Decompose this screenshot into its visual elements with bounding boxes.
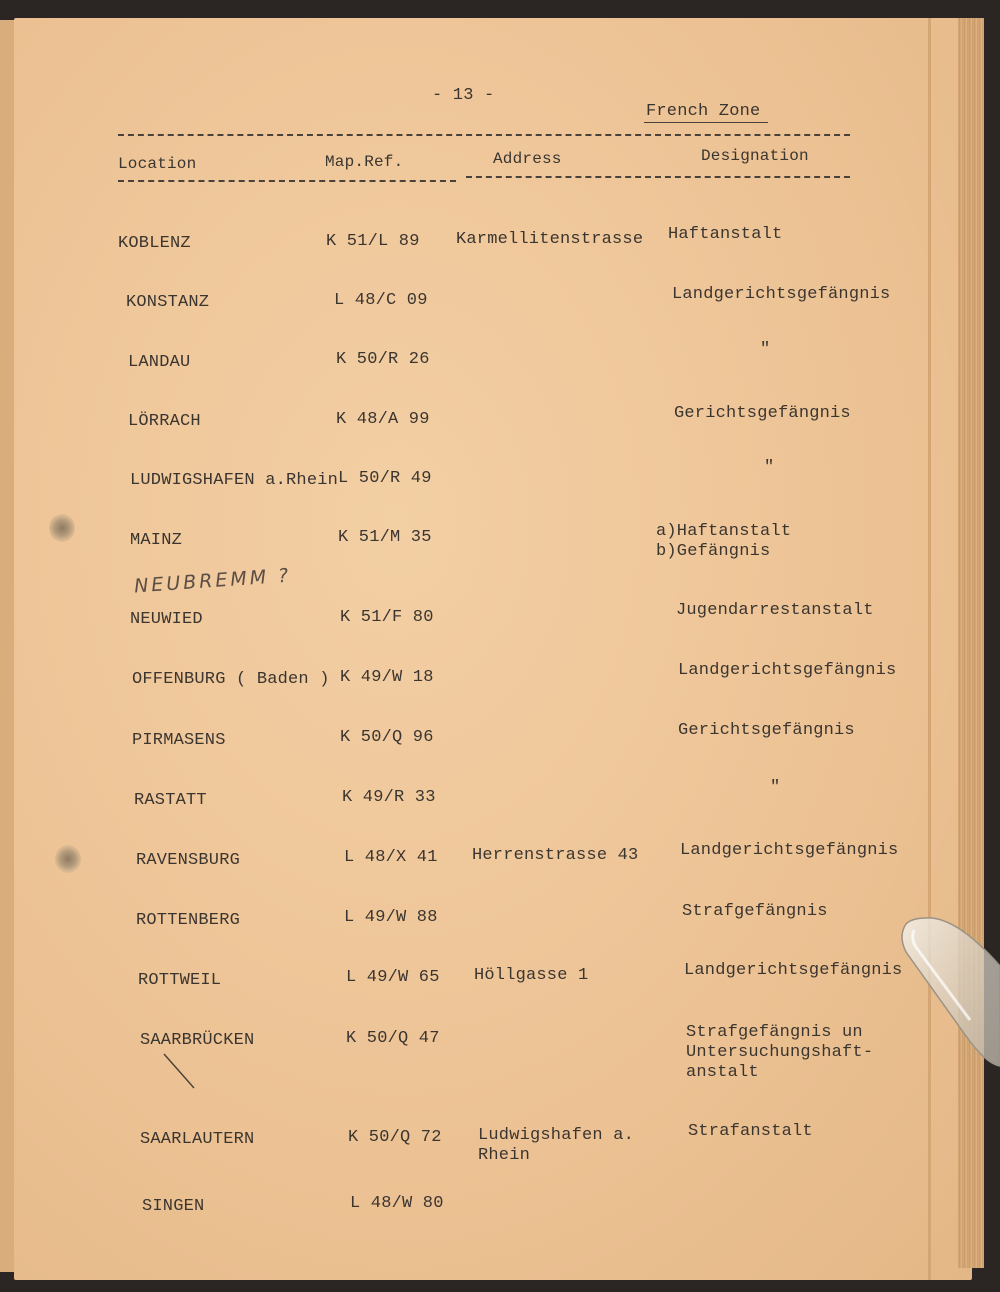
- row-designation-ditto: ": [764, 458, 775, 477]
- row-designation: Haftanstalt: [668, 225, 783, 244]
- row-address-line-2: Rhein: [478, 1146, 531, 1165]
- row-location: ROTTENBERG: [136, 911, 241, 930]
- row-designation-line-2: b)Gefängnis: [656, 542, 771, 561]
- row-location: OFFENBURG ( Baden ): [132, 670, 330, 689]
- page-fold-line: [928, 18, 931, 1280]
- row-map-ref: K 49/R 33: [342, 788, 436, 807]
- row-location: LUDWIGSHAFEN a.Rhein: [130, 471, 339, 490]
- row-map-ref: L 48/W 80: [350, 1194, 444, 1213]
- row-designation: Strafgefängnis: [682, 902, 828, 921]
- row-location: LÖRRACH: [128, 412, 201, 431]
- row-designation: Landgerichtsgefängnis: [684, 961, 903, 980]
- zone-label: French Zone: [646, 102, 761, 121]
- row-location: SAARBRÜCKEN: [140, 1031, 255, 1050]
- row-address: Ludwigshafen a.: [478, 1126, 635, 1145]
- row-designation: Landgerichtsgefängnis: [680, 841, 899, 860]
- row-designation: Gerichtsgefängnis: [678, 721, 855, 740]
- document-page: [14, 18, 972, 1280]
- row-designation: Landgerichtsgefängnis: [678, 661, 897, 680]
- row-designation-ditto: ": [770, 778, 781, 797]
- row-map-ref: K 50/Q 47: [346, 1029, 440, 1048]
- row-map-ref: K 50/Q 96: [340, 728, 434, 747]
- row-location: PIRMASENS: [132, 731, 226, 750]
- row-map-ref: L 49/W 88: [344, 908, 438, 927]
- page-stack-edge: [958, 18, 984, 1268]
- row-designation-ditto: ": [760, 340, 771, 359]
- row-designation: Jugendarrestanstalt: [676, 601, 874, 620]
- previous-page-edge: [0, 20, 14, 1272]
- punch-hole-top: [49, 514, 75, 542]
- row-map-ref: K 51/L 89: [326, 232, 420, 251]
- row-map-ref: K 51/F 80: [340, 608, 434, 627]
- handwritten-note: NEUBREMM ?: [133, 564, 292, 598]
- row-location: LANDAU: [128, 353, 191, 372]
- row-map-ref: K 51/M 35: [338, 528, 432, 547]
- row-map-ref: L 49/W 65: [346, 968, 440, 987]
- row-location: SAARLAUTERN: [140, 1130, 255, 1149]
- column-location: Location: [118, 155, 197, 173]
- row-location: RAVENSBURG: [136, 851, 241, 870]
- header-bottom-rule-left: [118, 180, 456, 182]
- row-designation-line-3: anstalt: [686, 1063, 759, 1082]
- row-map-ref: L 48/X 41: [344, 848, 438, 867]
- row-designation: Strafgefängnis un: [686, 1023, 863, 1042]
- row-location: SINGEN: [142, 1197, 205, 1216]
- column-designation: Designation: [701, 147, 809, 165]
- row-location: KONSTANZ: [126, 293, 210, 312]
- row-map-ref: K 48/A 99: [336, 410, 430, 429]
- row-designation: a)Haftanstalt: [656, 522, 792, 541]
- row-map-ref: K 49/W 18: [340, 668, 434, 687]
- row-map-ref: K 50/R 26: [336, 350, 430, 369]
- row-location: NEUWIED: [130, 610, 203, 629]
- row-location: RASTATT: [134, 791, 207, 810]
- column-map-ref: Map.Ref.: [325, 153, 404, 171]
- row-location: ROTTWEIL: [138, 971, 222, 990]
- column-address: Address: [493, 150, 562, 168]
- page-holder-clip: [896, 916, 1000, 1076]
- header-top-rule: [118, 134, 850, 136]
- row-location: MAINZ: [130, 531, 183, 550]
- pencil-stroke-mark: [160, 1052, 200, 1092]
- row-designation: Gerichtsgefängnis: [674, 404, 851, 423]
- row-map-ref: L 50/R 49: [338, 469, 432, 488]
- row-address: Karmellitenstrasse: [456, 230, 644, 249]
- row-address: Höllgasse 1: [474, 966, 589, 985]
- row-designation: Strafanstalt: [688, 1122, 813, 1141]
- header-bottom-rule-right: [466, 176, 850, 178]
- row-designation: Landgerichtsgefängnis: [672, 285, 891, 304]
- row-map-ref: K 50/Q 72: [348, 1128, 442, 1147]
- row-address: Herrenstrasse 43: [472, 846, 639, 865]
- zone-underline: [644, 122, 768, 123]
- punch-hole-bottom: [55, 845, 81, 873]
- row-designation-line-2: Untersuchungshaft-: [686, 1043, 874, 1062]
- row-location: KOBLENZ: [118, 234, 191, 253]
- page-number: - 13 -: [432, 86, 495, 105]
- row-map-ref: L 48/C 09: [334, 291, 428, 310]
